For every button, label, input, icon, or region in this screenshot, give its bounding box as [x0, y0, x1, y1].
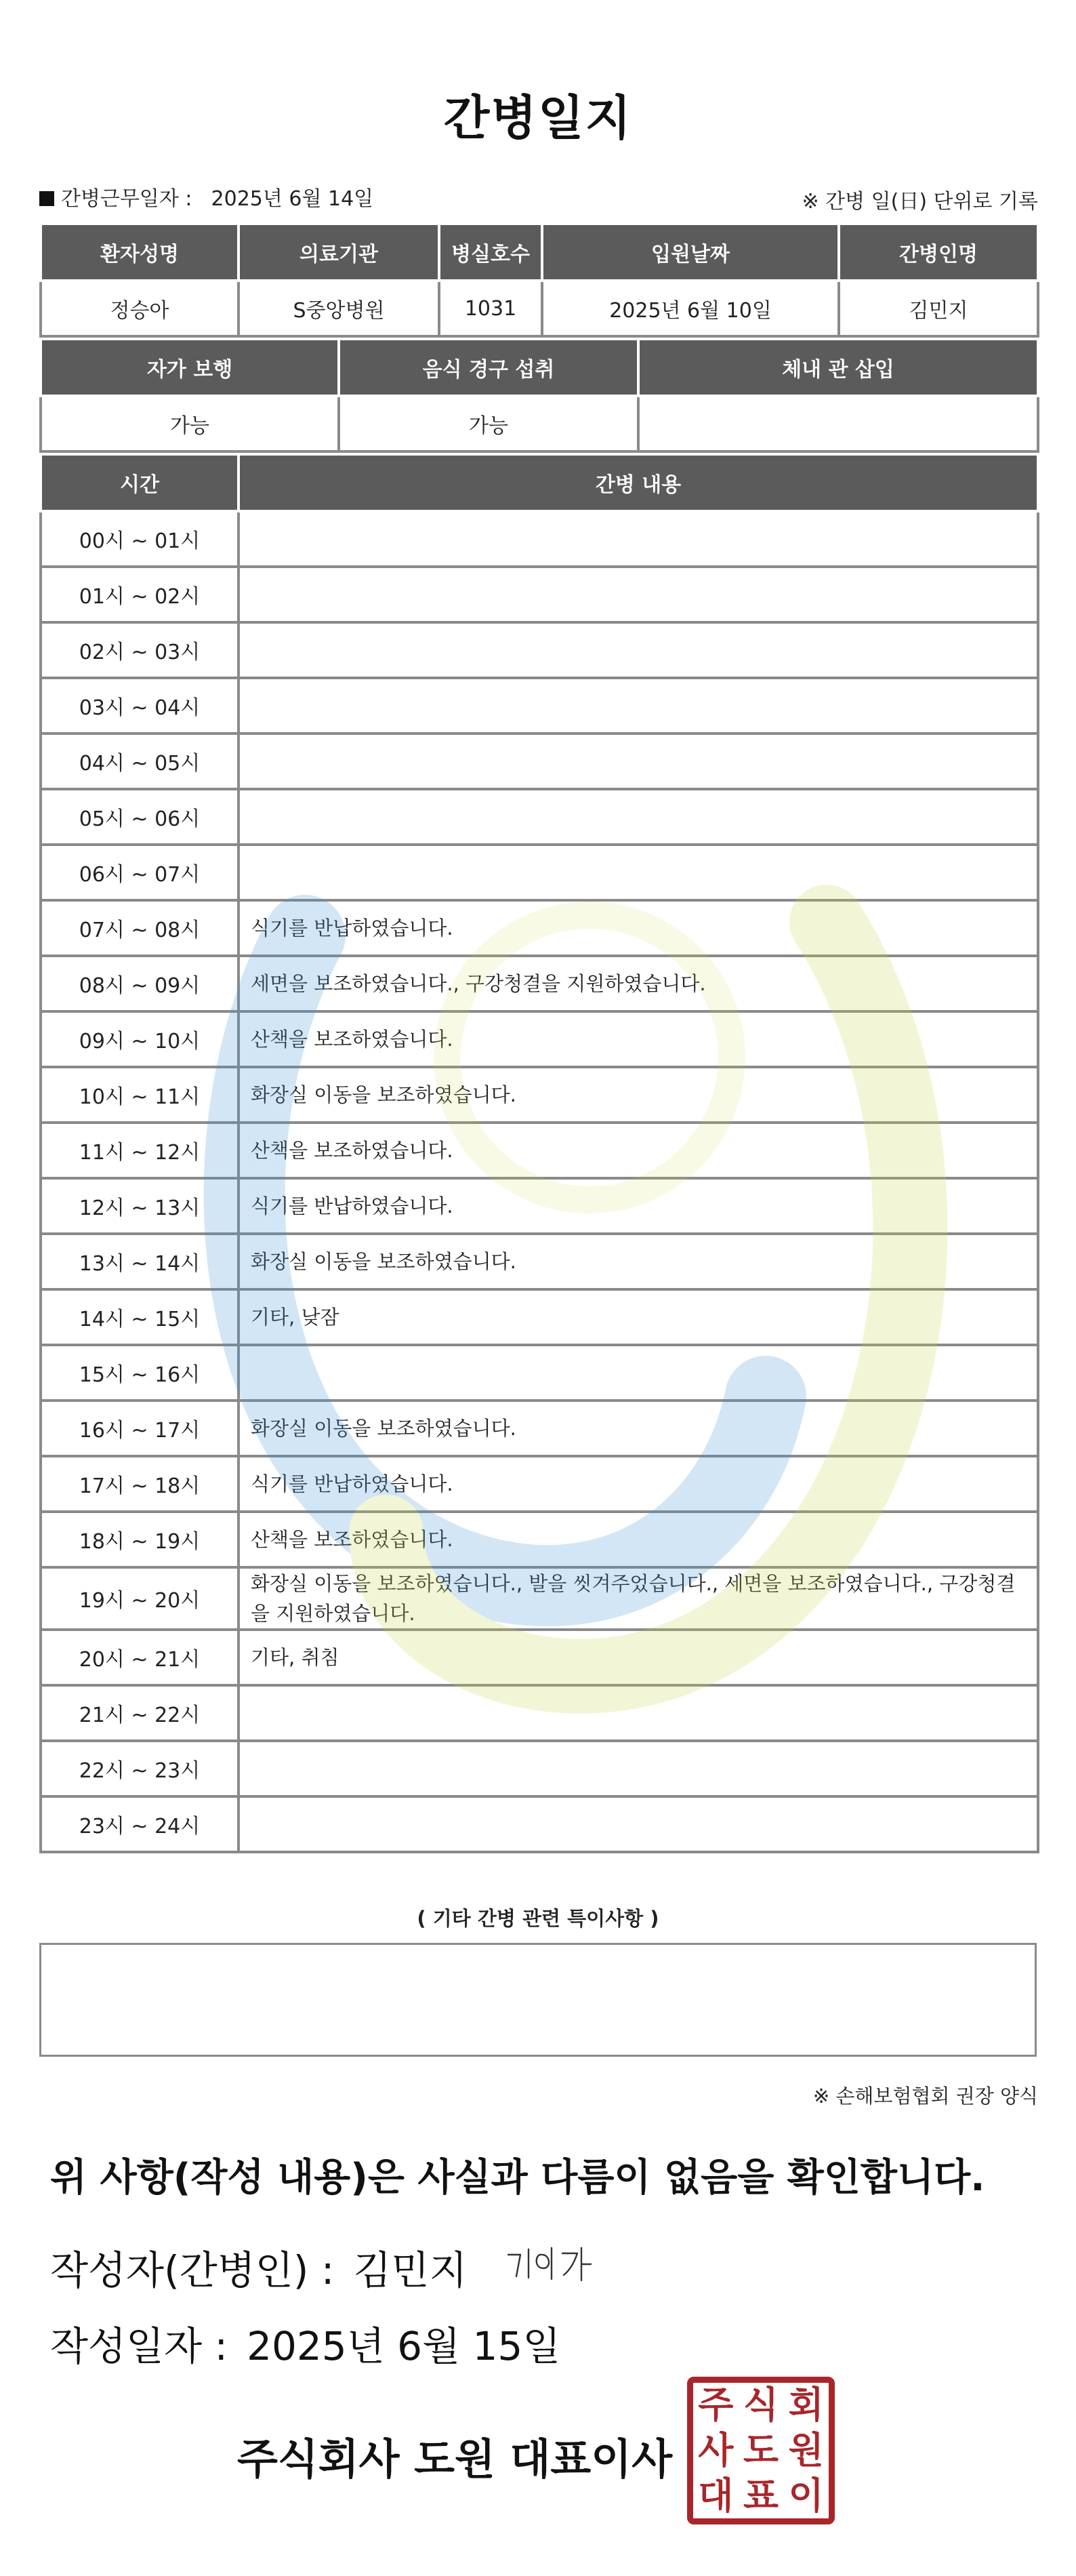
written-date-label: 작성일자 : [50, 2323, 228, 2369]
patient-name: 정승아 [41, 281, 239, 336]
care-content-cell: 산책을 보조하였습니다. [239, 1011, 1038, 1067]
table-row [41, 1067, 1038, 1123]
seal-char: 도 [743, 2428, 779, 2472]
seal-char: 회 [788, 2383, 824, 2427]
company-seal-stamp [687, 2377, 835, 2524]
work-date-value: 2025년 6월 14일 [211, 187, 374, 211]
table-row [41, 1796, 1038, 1852]
header-patient-name: 환자성명 [41, 225, 239, 281]
header-oral-intake: 음식 경구 섭취 [339, 340, 638, 396]
care-content-cell: 산책을 보조하였습니다. [239, 1123, 1038, 1178]
care-content-cell [239, 1345, 1038, 1401]
care-content-cell: 세면을 보조하였습니다., 구강청결을 지원하였습니다. [239, 956, 1038, 1011]
table-row [41, 1178, 1038, 1234]
care-content-cell [239, 567, 1038, 622]
table-row [41, 1512, 1038, 1567]
seal-char: 표 [743, 2474, 779, 2517]
header-admission-date: 입원날짜 [542, 225, 839, 281]
time-slot: 16시 ~ 17시 [41, 1401, 239, 1456]
care-content-cell: 식기를 반납하였습니다. [239, 1456, 1038, 1512]
time-slot: 11시 ~ 12시 [41, 1123, 239, 1178]
time-slot: 09시 ~ 10시 [41, 1011, 239, 1067]
written-date-value: 2025년 6월 15일 [247, 2323, 561, 2369]
table-row [41, 1123, 1038, 1178]
seal-char: 대 [698, 2474, 734, 2517]
caregiver-name: 김민지 [839, 281, 1038, 336]
company-name: 주식회사 도원 대표이사 [237, 2434, 673, 2484]
handwritten-signature [501, 2234, 617, 2289]
remarks-box [39, 1943, 1037, 2057]
care-content-cell [239, 622, 1038, 678]
header-caregiver-name: 간병인명 [839, 225, 1038, 281]
header-care-content: 간병 내용 [239, 456, 1038, 511]
care-content-cell: 기타, 취침 [239, 1630, 1038, 1685]
time-slot: 04시 ~ 05시 [41, 733, 239, 789]
time-slot: 01시 ~ 02시 [41, 567, 239, 622]
header-hospital: 의료기관 [239, 225, 439, 281]
patient-ability-table [39, 340, 1039, 453]
care-content-cell [239, 1741, 1038, 1796]
header-room-number: 병실호수 [439, 225, 542, 281]
care-content-cell: 화장실 이동을 보조하였습니다. [239, 1401, 1038, 1456]
table-row [41, 1456, 1038, 1512]
time-slot: 22시 ~ 23시 [41, 1741, 239, 1796]
care-content-cell [239, 845, 1038, 900]
table-row [41, 567, 1038, 622]
table-row [41, 1567, 1038, 1630]
table-row [41, 1685, 1038, 1741]
tube-insertion-value [638, 396, 1038, 451]
table-row [41, 1630, 1038, 1685]
table-row [41, 1401, 1038, 1456]
time-slot: 05시 ~ 06시 [41, 789, 239, 845]
hospital-name: S중앙병원 [239, 281, 439, 336]
writer-name: 김민지 [353, 2247, 468, 2293]
square-bullet-icon [39, 191, 54, 206]
time-slot: 19시 ~ 20시 [41, 1567, 239, 1630]
care-content-cell: 기타, 낮잠 [239, 1289, 1038, 1345]
care-content-cell [239, 678, 1038, 733]
time-slot: 00시 ~ 01시 [41, 511, 239, 567]
table-row [41, 900, 1038, 956]
work-date-row [39, 182, 373, 212]
table-row [41, 956, 1038, 1011]
time-slot: 17시 ~ 18시 [41, 1456, 239, 1512]
care-content-cell: 식기를 반납하였습니다. [239, 900, 1038, 956]
table-row [41, 845, 1038, 900]
log-rows [41, 511, 1038, 1852]
time-slot: 10시 ~ 11시 [41, 1067, 239, 1123]
patient-info-table [39, 225, 1039, 338]
seal-char: 이 [788, 2474, 824, 2517]
written-date-row [50, 2314, 560, 2371]
header-time: 시간 [41, 456, 239, 511]
document-title: 간병일지 [443, 90, 633, 146]
table-row [41, 1741, 1038, 1796]
self-walking-value: 가능 [41, 396, 339, 451]
table-row [41, 1289, 1038, 1345]
seal-char: 식 [743, 2383, 779, 2427]
time-slot: 07시 ~ 08시 [41, 900, 239, 956]
time-slot: 03시 ~ 04시 [41, 678, 239, 733]
writer-label: 작성자(간병인) : [50, 2247, 335, 2293]
time-slot: 15시 ~ 16시 [41, 1345, 239, 1401]
table-row [41, 733, 1038, 789]
recommended-form-note: ※ 손해보험협회 권장 양식 [812, 2085, 1038, 2108]
work-date-label: 간병근무일자 : [61, 187, 192, 211]
room-number: 1031 [439, 281, 542, 336]
table-row [41, 622, 1038, 678]
care-content-cell [239, 1685, 1038, 1741]
remarks-title: ( 기타 간병 관련 특이사항 ) [417, 1907, 659, 1930]
confirmation-statement: 위 사항(작성 내용)은 사실과 다름이 없음을 확인합니다. [50, 2156, 985, 2200]
header-tube-insertion: 체내 관 삽입 [638, 340, 1038, 396]
time-slot: 02시 ~ 03시 [41, 622, 239, 678]
daily-record-note: ※ 간병 일(日) 단위로 기록 [802, 190, 1038, 214]
seal-char: 사 [698, 2428, 734, 2472]
care-content-cell [239, 733, 1038, 789]
header-self-walking: 자가 보행 [41, 340, 339, 396]
care-content-cell: 화장실 이동을 보조하였습니다., 발을 씻겨주었습니다., 세면을 보조하였습니다., 구강청결을 지원하였습니다. [239, 1567, 1038, 1630]
time-slot: 21시 ~ 22시 [41, 1685, 239, 1741]
writer-row [50, 2238, 468, 2295]
care-content-cell: 화장실 이동을 보조하였습니다. [239, 1234, 1038, 1289]
care-content-cell [239, 789, 1038, 845]
hourly-care-log-table [39, 456, 1039, 1853]
admission-date: 2025년 6월 10일 [542, 281, 839, 336]
time-slot: 08시 ~ 09시 [41, 956, 239, 1011]
care-content-cell: 식기를 반납하였습니다. [239, 1178, 1038, 1234]
time-slot: 20시 ~ 21시 [41, 1630, 239, 1685]
time-slot: 12시 ~ 13시 [41, 1178, 239, 1234]
time-slot: 23시 ~ 24시 [41, 1796, 239, 1852]
oral-intake-value: 가능 [339, 396, 638, 451]
care-content-cell [239, 1796, 1038, 1852]
care-content-cell [239, 511, 1038, 567]
time-slot: 06시 ~ 07시 [41, 845, 239, 900]
table-row [41, 511, 1038, 567]
seal-char: 주 [698, 2383, 734, 2427]
time-slot: 13시 ~ 14시 [41, 1234, 239, 1289]
table-row [41, 789, 1038, 845]
seal-char: 원 [788, 2428, 824, 2472]
table-row [41, 678, 1038, 733]
table-row [41, 1234, 1038, 1289]
care-content-cell: 산책을 보조하였습니다. [239, 1512, 1038, 1567]
time-slot: 14시 ~ 15시 [41, 1289, 239, 1345]
care-content-cell: 화장실 이동을 보조하였습니다. [239, 1067, 1038, 1123]
time-slot: 18시 ~ 19시 [41, 1512, 239, 1567]
table-row [41, 1011, 1038, 1067]
table-row [41, 1345, 1038, 1401]
